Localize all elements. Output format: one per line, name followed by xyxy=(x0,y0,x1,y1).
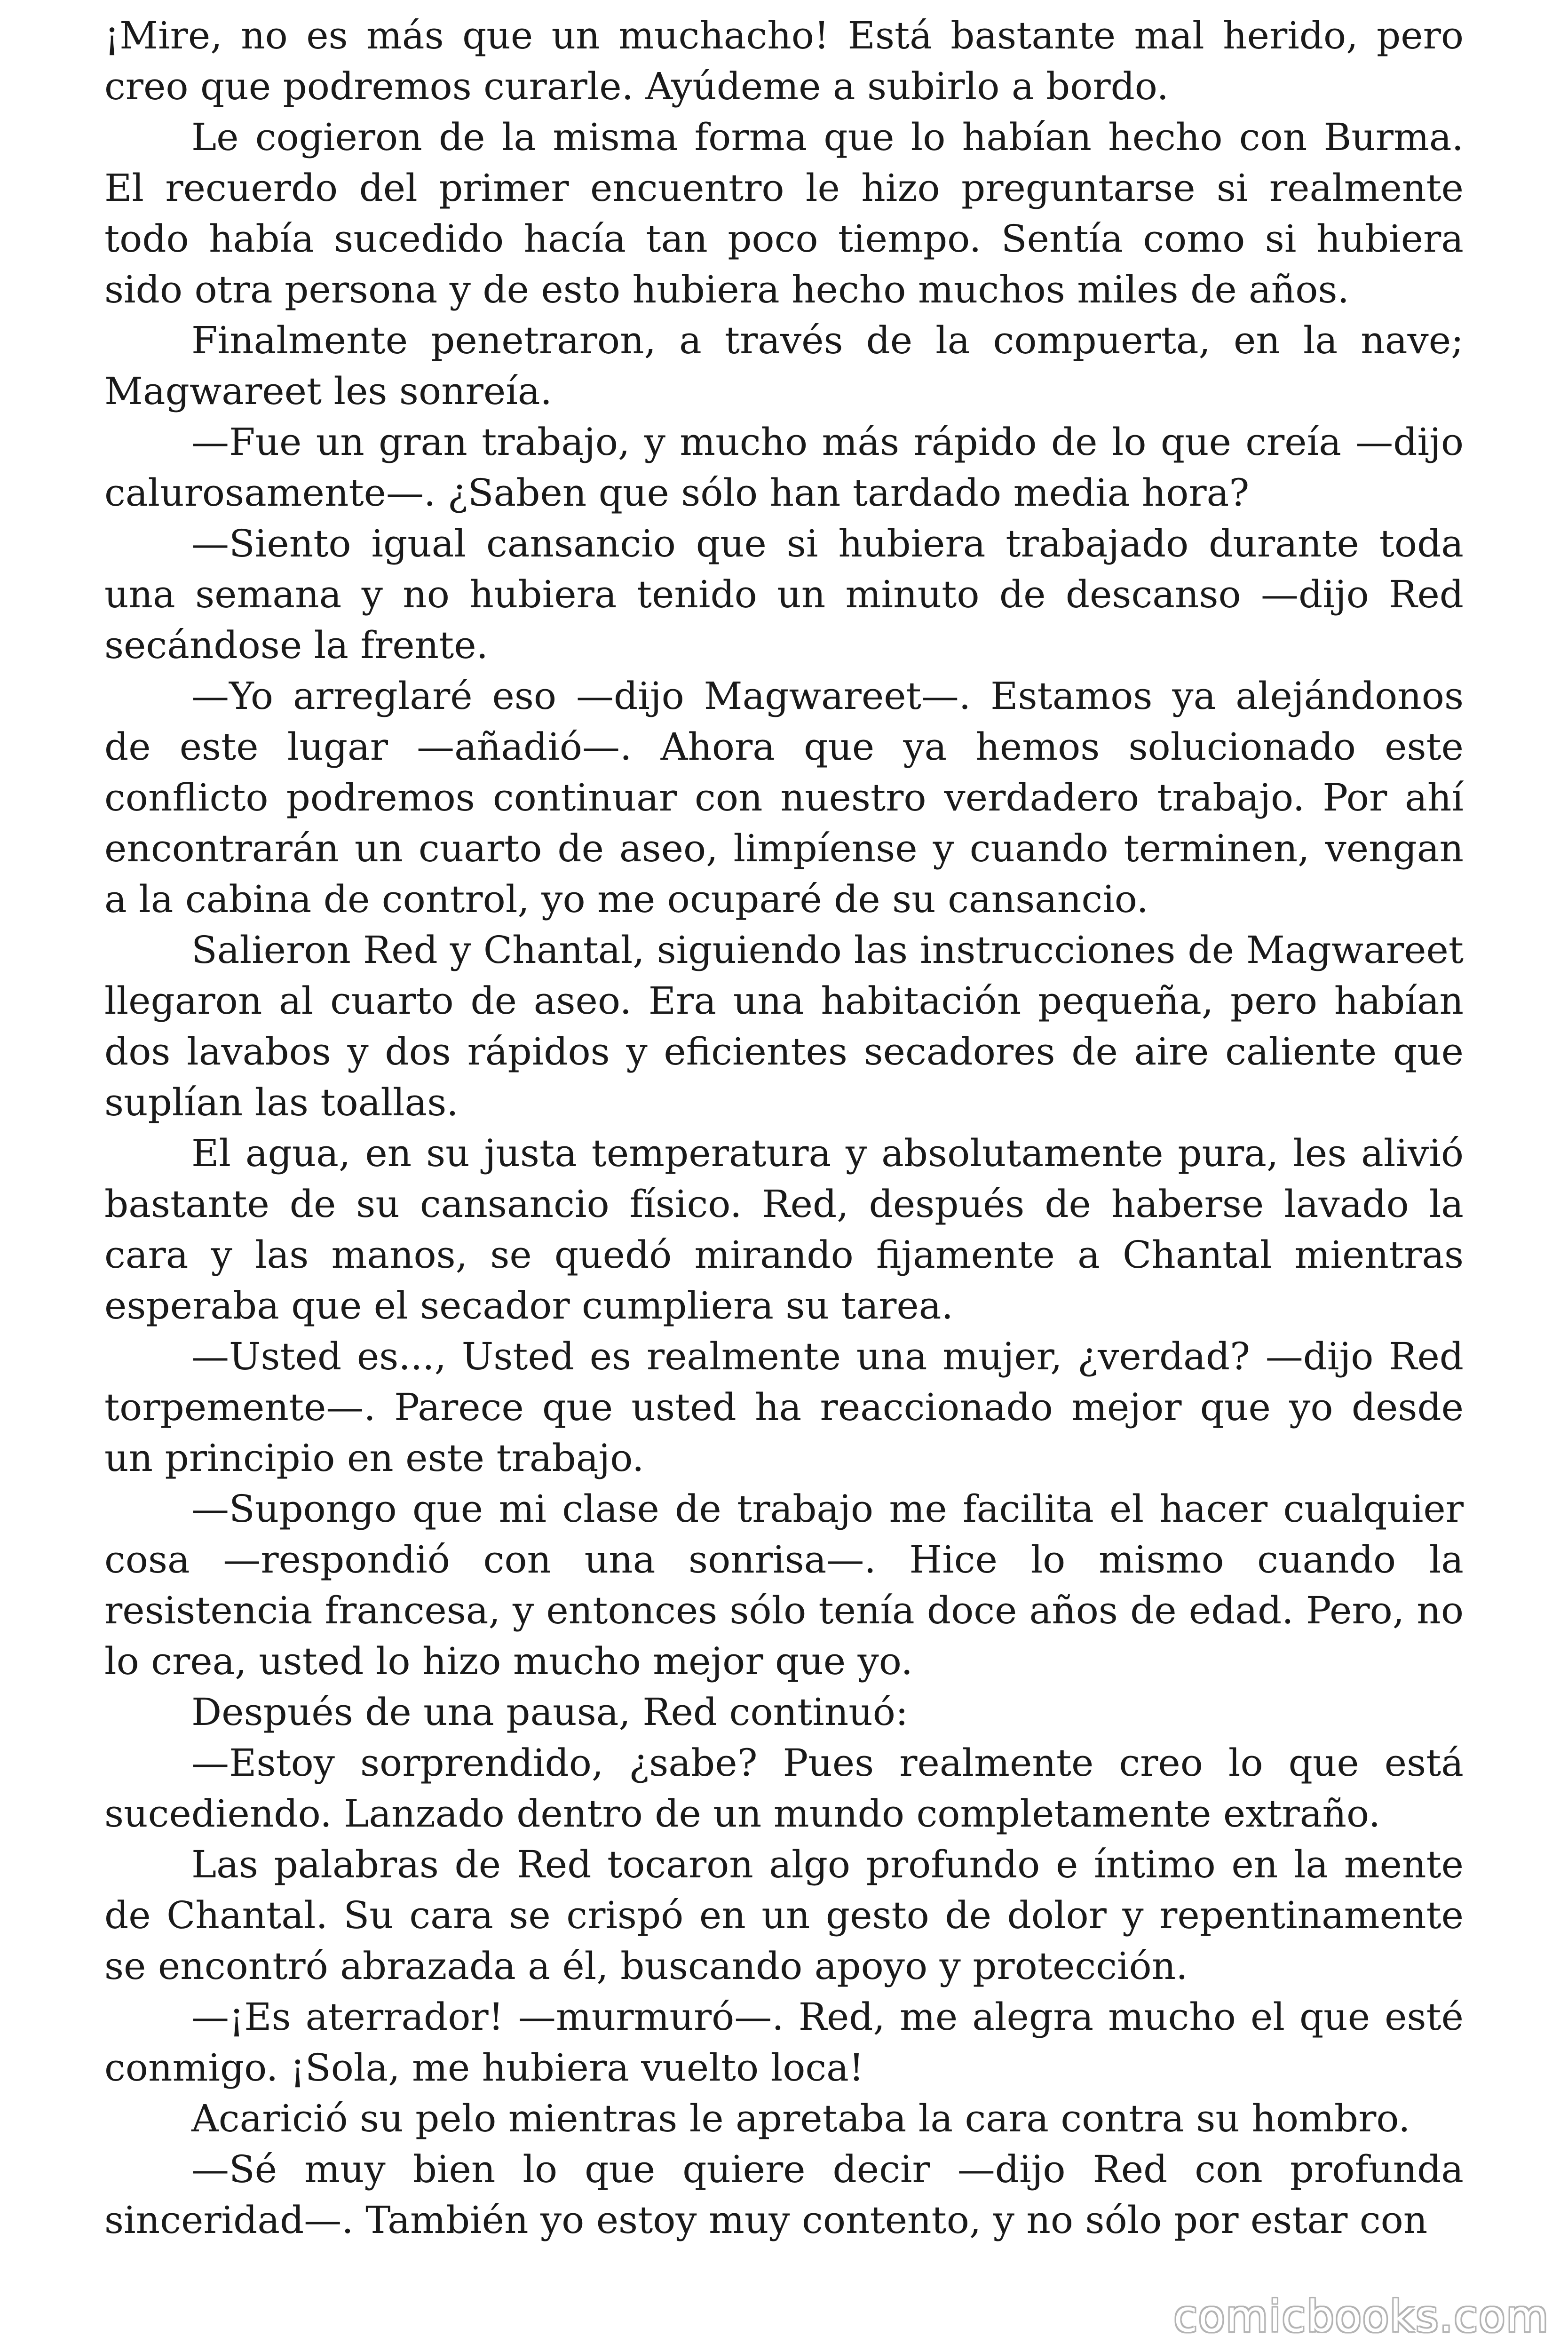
paragraph-14: —¡Es aterrador! —murmuró—. Red, me alegra mucho el que esté conmigo. ¡Sola, me hubiera vuelto loca! xyxy=(104,1995,1464,2090)
paragraph-6: —Yo arreglaré eso —dijo Magwareet—. Estamos ya alejándonos de este lugar —añadió—. Ahora que ya hemos solucionado este conflicto podremos continuar con nuestro verdadero trabajo. Por ahí encontrarán un cuarto de aseo, limpíense y cuando terminen, vengan a la cabina de control, yo me ocuparé de su cansancio. xyxy=(104,674,1464,921)
paragraph-9: —Usted es..., Usted es realmente una mujer, ¿verdad? —dijo Red torpemente—. Parece que usted ha reaccionado mejor que yo desde un principio en este trabajo. xyxy=(104,1335,1464,1480)
paragraph-2: Le cogieron de la misma forma que lo habían hecho con Burma. El recuerdo del primer encuentro le hizo preguntarse si realmente todo había sucedido hacía tan poco tiempo. Sentía como si hubiera sido otra persona y de esto hubiera hecho muchos miles de años. xyxy=(104,115,1464,311)
paragraph-12: —Estoy sorprendido, ¿sabe? Pues realmente creo lo que está sucediendo. Lanzado dentro de un mundo completamente extraño. xyxy=(104,1741,1464,1836)
paragraph-4: —Fue un gran trabajo, y mucho más rápido de lo que creía —dijo calurosamente—. ¿Saben que sólo han tardado media hora? xyxy=(104,420,1464,515)
paragraph-13: Las palabras de Red tocaron algo profundo e íntimo en la mente de Chantal. Su cara se crispó en un gesto de dolor y repentinamente se encontró abrazada a él, buscando apoyo y protección. xyxy=(104,1843,1464,1988)
watermark: comicbooks.com xyxy=(1173,2291,1549,2342)
paragraph-16: —Sé muy bien lo que quiere decir —dijo Red con profunda sinceridad—. También yo estoy muy contento, y no sólo por estar con xyxy=(104,2147,1464,2242)
paragraph-3: Finalmente penetraron, a través de la compuerta, en la nave; Magwareet les sonreía. xyxy=(104,318,1464,413)
paragraph-10: —Supongo que mi clase de trabajo me facilita el hacer cualquier cosa —respondió con una sonrisa—. Hice lo mismo cuando la resistencia francesa, y entonces sólo tenía doce años de edad. Pero, no lo crea, usted lo hizo mucho mejor que yo. xyxy=(104,1487,1464,1683)
paragraph-1: ¡Mire, no es más que un muchacho! Está bastante mal herido, pero creo que podremos curarle. Ayúdeme a subirlo a bordo. xyxy=(104,14,1464,108)
paragraph-15: Acarició su pelo mientras le apretaba la cara contra su hombro. xyxy=(191,2097,1410,2140)
page-text xyxy=(104,10,1464,2246)
paragraph-7: Salieron Red y Chantal, siguiendo las instrucciones de Magwareet llegaron al cuarto de aseo. Era una habitación pequeña, pero habían dos lavabos y dos rápidos y eficientes secadores de aire caliente que suplían las toallas. xyxy=(104,928,1464,1124)
paragraph-5: —Siento igual cansancio que si hubiera trabajado durante toda una semana y no hubiera tenido un minuto de descanso —dijo Red secándose la frente. xyxy=(104,522,1464,667)
paragraph-11: Después de una pausa, Red continuó: xyxy=(191,1690,908,1734)
paragraph-8: El agua, en su justa temperatura y absolutamente pura, les alivió bastante de su cansancio físico. Red, después de haberse lavado la cara y las manos, se quedó mirando fijamente a Chantal mientras esperaba que el secador cumpliera su tarea. xyxy=(104,1131,1464,1327)
